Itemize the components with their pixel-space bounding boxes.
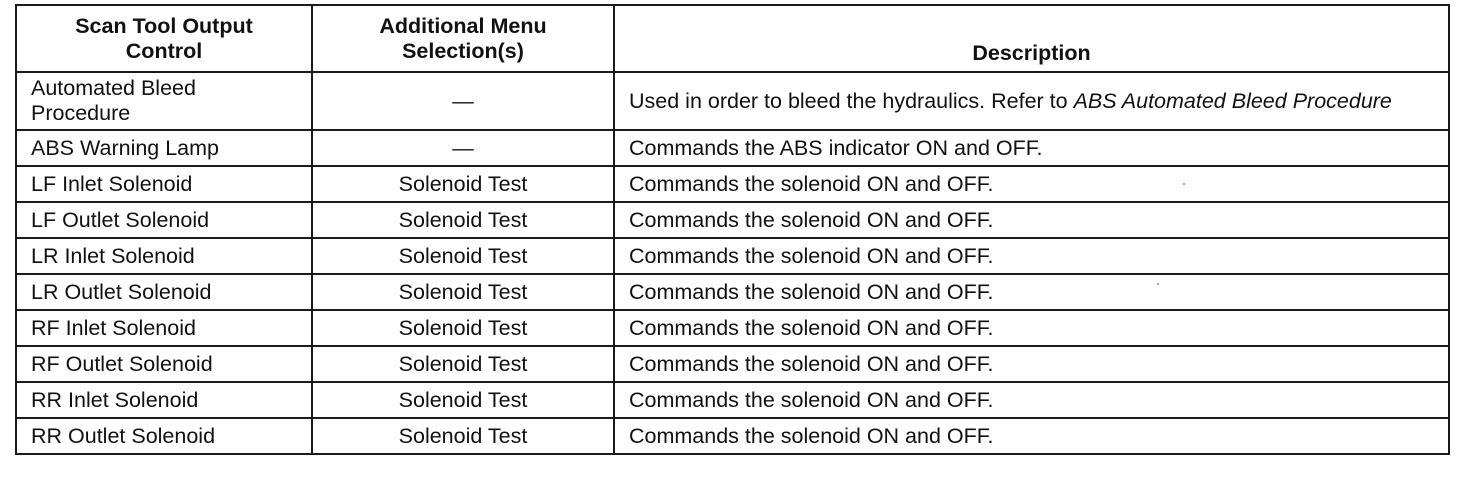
menu-none-value: — [452, 135, 474, 160]
table-row [16, 166, 1449, 202]
output-line2: Procedure [31, 101, 131, 125]
table-row [16, 346, 1449, 382]
output-control-table [15, 4, 1450, 455]
table-row [16, 418, 1449, 454]
cell-menu: Solenoid Test [312, 202, 614, 238]
cell-output: RF Outlet Solenoid [16, 346, 312, 382]
cell-description: Commands the solenoid ON and OFF. [614, 382, 1449, 418]
cell-output: LF Outlet Solenoid [16, 202, 312, 238]
header-scan-tool-output-control [16, 5, 312, 72]
cell-menu: Solenoid Test [312, 310, 614, 346]
description-text: Used in order to bleed the hydraulics. Refer to [629, 88, 1074, 113]
cell-output: RF Inlet Solenoid [16, 310, 312, 346]
header-menu-line1: Additional Menu [379, 13, 547, 38]
cell-description: Commands the solenoid ON and OFF. [614, 310, 1449, 346]
cell-description: Commands the solenoid ON and OFF. [614, 274, 1449, 310]
cell-menu: Solenoid Test [312, 418, 614, 454]
output-line1: Automated Bleed [31, 76, 196, 100]
table-row-abs-warning-lamp [16, 130, 1449, 166]
cell-description [614, 72, 1449, 130]
cell-output: LR Inlet Solenoid [16, 238, 312, 274]
cell-menu: Solenoid Test [312, 274, 614, 310]
header-additional-menu-selections [312, 5, 614, 72]
table-row [16, 238, 1449, 274]
cell-description: Commands the solenoid ON and OFF. [614, 346, 1449, 382]
cell-output: RR Inlet Solenoid [16, 382, 312, 418]
cell-description: Commands the ABS indicator ON and OFF. [614, 130, 1449, 166]
cell-output [16, 72, 312, 130]
cell-menu: Solenoid Test [312, 166, 614, 202]
cell-output: LR Outlet Solenoid [16, 274, 312, 310]
header-menu-line2: Selection(s) [402, 38, 524, 63]
header-output-line1: Scan Tool Output [75, 13, 253, 38]
table-row [16, 202, 1449, 238]
cell-output: LF Inlet Solenoid [16, 166, 312, 202]
cell-menu [312, 130, 614, 166]
table-row-automated-bleed [16, 72, 1449, 130]
scan-speck [1183, 183, 1185, 185]
header-description: Description [614, 5, 1449, 72]
procedure-reference: ABS Automated Bleed Procedure [1073, 88, 1392, 113]
cell-description: Commands the solenoid ON and OFF. [614, 166, 1449, 202]
cell-output: RR Outlet Solenoid [16, 418, 312, 454]
cell-menu: Solenoid Test [312, 238, 614, 274]
header-row [16, 5, 1449, 72]
cell-description: Commands the solenoid ON and OFF. [614, 418, 1449, 454]
table-row [16, 310, 1449, 346]
menu-none-value: — [452, 88, 474, 113]
cell-description: Commands the solenoid ON and OFF. [614, 202, 1449, 238]
scan-speck [1157, 283, 1159, 285]
cell-menu: Solenoid Test [312, 382, 614, 418]
cell-description: Commands the solenoid ON and OFF. [614, 238, 1449, 274]
table-row [16, 382, 1449, 418]
header-output-line2: Control [125, 38, 203, 63]
table-row [16, 274, 1449, 310]
cell-menu [312, 72, 614, 130]
cell-output: ABS Warning Lamp [16, 130, 312, 166]
cell-menu: Solenoid Test [312, 346, 614, 382]
